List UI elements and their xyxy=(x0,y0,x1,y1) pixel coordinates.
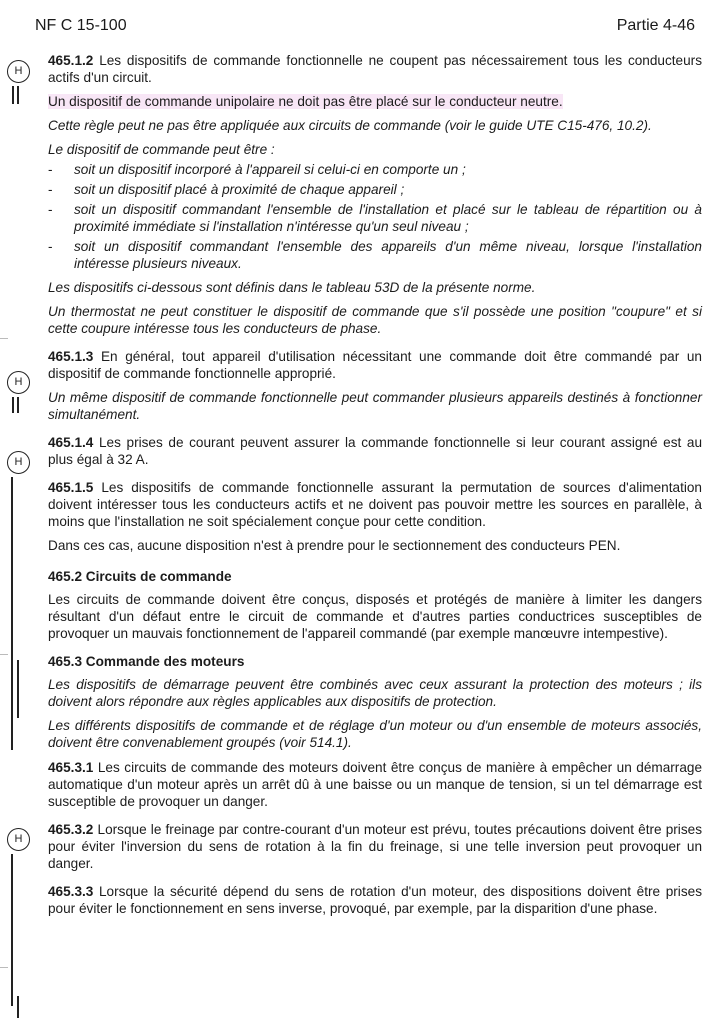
clause-number: 465.3.1 xyxy=(48,760,94,775)
scan-mark xyxy=(0,654,8,655)
clause-465-1-4 xyxy=(48,434,702,468)
h-circle-icon: H xyxy=(7,60,30,83)
clause-465-3-1 xyxy=(48,759,702,810)
list-item: - soit un dispositif placé à proximité de chaque appareil ; xyxy=(48,182,405,197)
change-bar xyxy=(17,660,19,718)
change-marker-h xyxy=(7,371,30,394)
change-bar-long xyxy=(11,854,13,1006)
section-heading-465-3: 465.3 Commande des moteurs xyxy=(48,654,245,669)
list-item: - soit un dispositif incorporé à l'appareil si celui-ci en comporte un ; xyxy=(48,162,466,177)
clause-text: Les prises de courant peuvent assurer la commande fonctionnelle si leur courant assigné est au plus égal à 32 A. xyxy=(48,435,703,467)
clause-465-3-3 xyxy=(48,883,702,917)
h-circle-icon: H xyxy=(7,451,30,474)
clause-number: 465.1.2 xyxy=(48,53,94,68)
clause-number: 465.3.2 xyxy=(48,822,94,837)
clause-465-1-5 xyxy=(48,479,702,530)
clause-number: 465.3.3 xyxy=(48,884,94,899)
change-marker-h xyxy=(7,451,30,474)
clause-number: 465.1.5 xyxy=(48,480,94,495)
h-circle-icon: H xyxy=(7,371,30,394)
clause-465-1-3 xyxy=(48,348,702,382)
clause-465-3-2 xyxy=(48,821,702,872)
clause-text: Les dispositifs de commande fonctionnelle assurant la permutation de sources d'alimentation doivent intéresser tous les conducteurs actifs et ne doivent pas pouvoir mettre les sources en parallèle, à moins que l'installation ne soit spécialement conçue pour cette condition. xyxy=(48,480,702,529)
h-circle-icon: H xyxy=(7,828,30,851)
scan-mark xyxy=(0,338,8,339)
note-text: Les différents dispositifs de commande et de réglage d'un moteur ou d'un ensemble de moteurs associés, doivent être convenablement groupés (voir 514.1). xyxy=(48,718,702,750)
scan-mark xyxy=(0,967,8,968)
clause-number: 465.1.4 xyxy=(48,435,94,450)
change-bar-long xyxy=(11,477,13,750)
change-bar xyxy=(17,86,19,104)
clause-number: 465.1.3 xyxy=(48,349,94,364)
page-reference: Partie 4-46 xyxy=(616,17,695,34)
change-bar xyxy=(12,397,14,413)
note-text: Un thermostat ne peut constituer le dispositif de commande que s'il possède une position "coupure" et si cette coupure intéresse tous les conducteurs de phase. xyxy=(48,304,702,336)
clause-text: Lorsque la sécurité dépend du sens de rotation d'un moteur, des dispositions doivent être prises pour éviter le fonctionnement en sens inverse, provoqué, par exemple, par la disparition d'une phase. xyxy=(48,884,702,916)
device-options-list xyxy=(48,161,702,272)
note-text: Les dispositifs de démarrage peuvent être combinés avec ceux assurant la protection des moteurs ; ils doivent alors répondre aux règles applicables aux dispositifs de protection. xyxy=(48,677,702,709)
clause-text: Les dispositifs de commande fonctionnelle ne coupent pas nécessairement tous les conducteurs actifs d'un circuit. xyxy=(48,53,703,85)
list-item: - soit un dispositif commandant l'ensemble des appareils d'un même niveau, lorsque l'installation intéresse plusieurs niveaux. xyxy=(48,239,702,271)
page-body xyxy=(48,52,702,924)
clause-text: En général, tout appareil d'utilisation nécessitant une commande doit être commandé par un dispositif de commande fonctionnelle approprié. xyxy=(48,349,702,381)
clause-text: Dans ces cas, aucune disposition n'est à prendre pour le sectionnement des conducteurs PEN. xyxy=(48,538,621,553)
note-text: Cette règle peut ne pas être appliquée aux circuits de commande (voir le guide UTE C15-476, 10.2). xyxy=(48,118,652,133)
change-bar xyxy=(17,397,19,413)
section-text: Les circuits de commande doivent être conçus, disposés et protégés de manière à limiter les dangers résultant d'un défaut entre le circuit de commande et d'autres parties conductrices susceptibles de provoquer un mauvais fonctionnement de l'appareil commandé (par exemple manœuvre intempestive). xyxy=(48,592,702,641)
clause-465-1-2 xyxy=(48,52,702,86)
change-marker-h xyxy=(7,60,30,83)
section-heading-465-2: 465.2 Circuits de commande xyxy=(48,569,232,584)
highlight-text: Un dispositif de commande unipolaire ne doit pas être placé sur le conducteur neutre. xyxy=(48,94,563,109)
standard-reference: NF C 15-100 xyxy=(35,17,127,34)
note-text: Les dispositifs ci-dessous sont définis dans le tableau 53D de la présente norme. xyxy=(48,280,536,295)
list-item: - soit un dispositif commandant l'ensemble de l'installation et placé sur le tableau de répartition ou à proximité immédiate si l'installation n'intéresse qu'un seul niveau ; xyxy=(48,202,702,234)
change-bar xyxy=(12,86,14,104)
change-bar xyxy=(17,996,19,1018)
note-text: Un même dispositif de commande fonctionnelle peut commander plusieurs appareils destinés à fonctionner simultanément. xyxy=(48,390,702,422)
change-marker-h xyxy=(7,828,30,851)
clause-text: Les circuits de commande des moteurs doivent être conçus de manière à empêcher un démarrage automatique d'un moteur après un arrêt dû à une baisse ou un manque de tension, si un tel démarrage est susceptible de provoquer un danger. xyxy=(48,760,703,809)
clause-text: Lorsque le freinage par contre-courant d'un moteur est prévu, toutes précautions doivent être prises pour éviter l'inversion du sens de rotation à la fin du freinage, si une telle inversion peut provoquer un danger. xyxy=(48,822,702,871)
list-intro: Le dispositif de commande peut être : xyxy=(48,142,275,157)
highlighted-rule xyxy=(48,93,702,110)
